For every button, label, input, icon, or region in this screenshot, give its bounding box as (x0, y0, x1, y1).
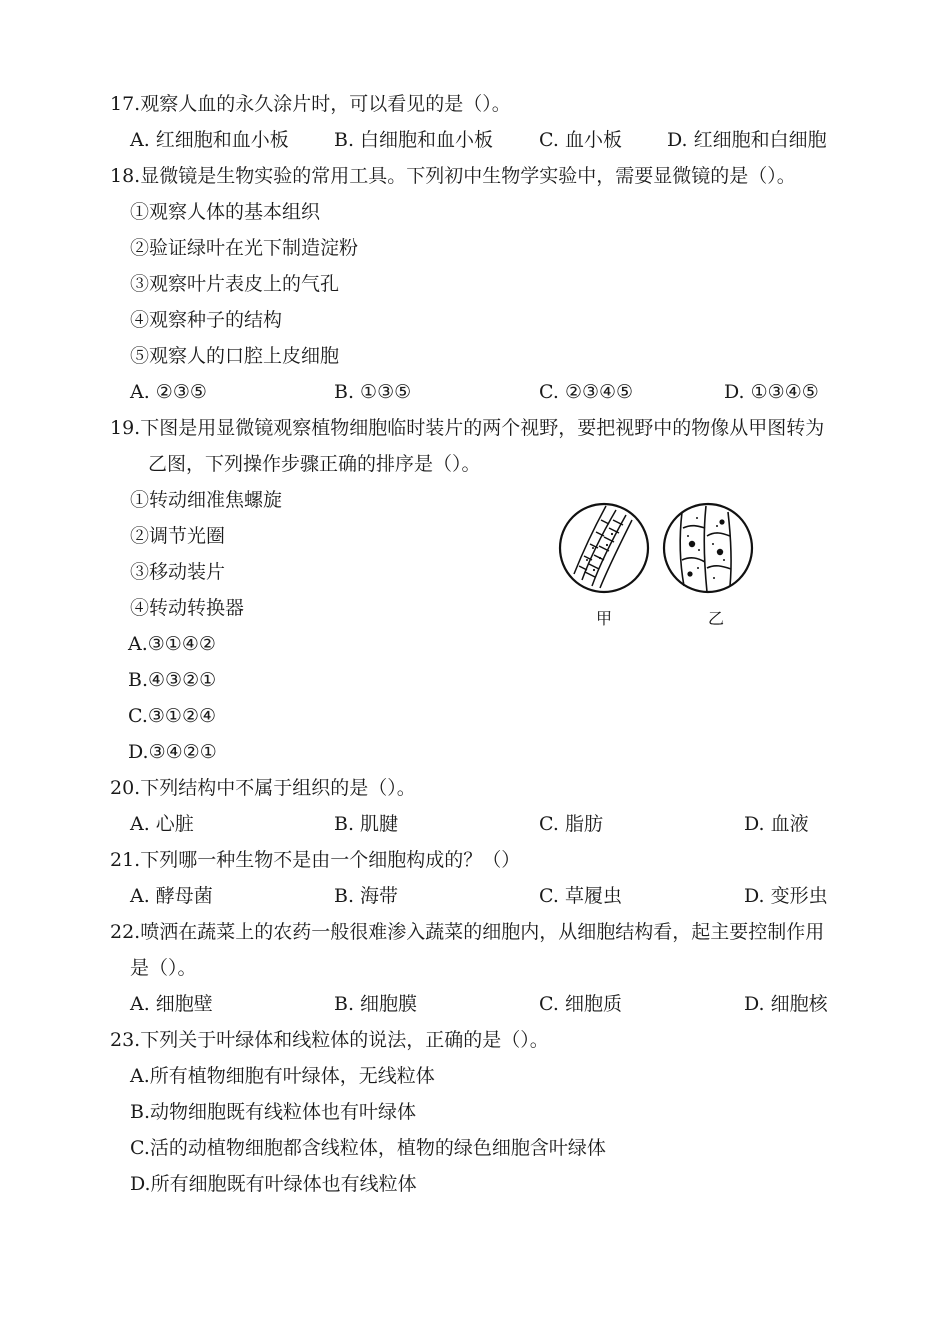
question-19-item-4: ④转动转换器 (130, 597, 245, 619)
question-22-option-a: A. 细胞壁 (130, 993, 213, 1015)
microscope-views-drawing (552, 498, 762, 632)
question-21-option-b: B. 海带 (334, 885, 399, 907)
question-23-option-a: A.所有植物细胞有叶绿体，无线粒体 (130, 1065, 435, 1087)
question-18-option-a: A. ②③⑤ (130, 381, 207, 403)
field-of-view-yi (664, 504, 752, 592)
question-18-item-1: ①观察人体的基本组织 (130, 201, 321, 223)
question-23-stem: 23.下列关于叶绿体和线粒体的说法，正确的是（）。 (110, 1029, 549, 1051)
question-18-item-3: ③观察叶片表皮上的气孔 (130, 273, 340, 295)
question-23-option-c: C.活的动植物细胞都含线粒体，植物的绿色细胞含叶绿体 (130, 1137, 606, 1159)
question-19-item-3: ③移动装片 (130, 561, 226, 583)
question-19-option-b: B.④③②① (128, 669, 217, 691)
question-18-stem: 18.显微镜是生物实验的常用工具。下列初中生物学实验中，需要显微镜的是（）。 (110, 165, 796, 187)
question-22-stem-line-2: 是（）。 (130, 957, 197, 979)
question-19-item-1: ①转动细准焦螺旋 (130, 489, 283, 511)
question-18-item-4: ④观察种子的结构 (130, 309, 283, 331)
question-21-option-d: D. 变形虫 (744, 885, 828, 907)
question-18-option-b: B. ①③⑤ (334, 381, 412, 403)
question-19-stem-line-1: 19.下图是用显微镜观察植物细胞临时装片的两个视野，要把视野中的物像从甲图转为 (110, 417, 825, 439)
question-20-option-c: C. 脂肪 (539, 813, 603, 835)
question-22-option-b: B. 细胞膜 (334, 993, 418, 1015)
question-21-option-a: A. 酵母菌 (130, 885, 213, 907)
microscope-views-figure (552, 498, 762, 632)
question-18-option-d: D. ①③④⑤ (724, 381, 819, 403)
figure-label-yi: 乙 (708, 609, 725, 628)
question-19-option-d: D.③④②① (128, 741, 217, 763)
question-22-stem-line-1: 22.喷洒在蔬菜上的农药一般很难渗入蔬菜的细胞内，从细胞结构看，起主要控制作用 (110, 921, 825, 943)
question-19-stem-line-2: 乙图，下列操作步骤正确的排序是（）。 (148, 453, 481, 475)
question-18-option-c: C. ②③④⑤ (539, 381, 634, 403)
question-21-option-c: C. 草履虫 (539, 885, 622, 907)
question-17-stem: 17.观察人血的永久涂片时，可以看见的是（）。 (110, 93, 511, 115)
question-19-option-a: A.③①④② (128, 633, 216, 655)
question-20-stem: 20.下列结构中不属于组织的是（）。 (110, 777, 416, 799)
question-17-option-d: D. 红细胞和白细胞 (667, 129, 827, 151)
question-21-stem: 21.下列哪一种生物不是由一个细胞构成的？（） (110, 849, 521, 871)
figure-label-jia: 甲 (596, 609, 613, 628)
question-23-option-b: B.动物细胞既有线粒体也有叶绿体 (130, 1101, 417, 1123)
question-22-option-c: C. 细胞质 (539, 993, 622, 1015)
question-18-item-5: ⑤观察人的口腔上皮细胞 (130, 345, 340, 367)
field-of-view-jia (560, 504, 648, 592)
question-18-item-2: ②验证绿叶在光下制造淀粉 (130, 237, 359, 259)
question-17-option-c: C. 血小板 (539, 129, 622, 151)
question-20-option-b: B. 肌腱 (334, 813, 399, 835)
question-19-option-c: C.③①②④ (128, 705, 217, 727)
question-17-option-b: B. 白细胞和血小板 (334, 129, 494, 151)
question-23-option-d: D.所有细胞既有叶绿体也有线粒体 (130, 1173, 417, 1195)
question-20-option-a: A. 心脏 (130, 813, 194, 835)
question-20-option-d: D. 血液 (744, 813, 809, 835)
question-17-option-a: A. 红细胞和血小板 (130, 129, 289, 151)
question-22-option-d: D. 细胞核 (744, 993, 828, 1015)
question-19-item-2: ②调节光圈 (130, 525, 226, 547)
